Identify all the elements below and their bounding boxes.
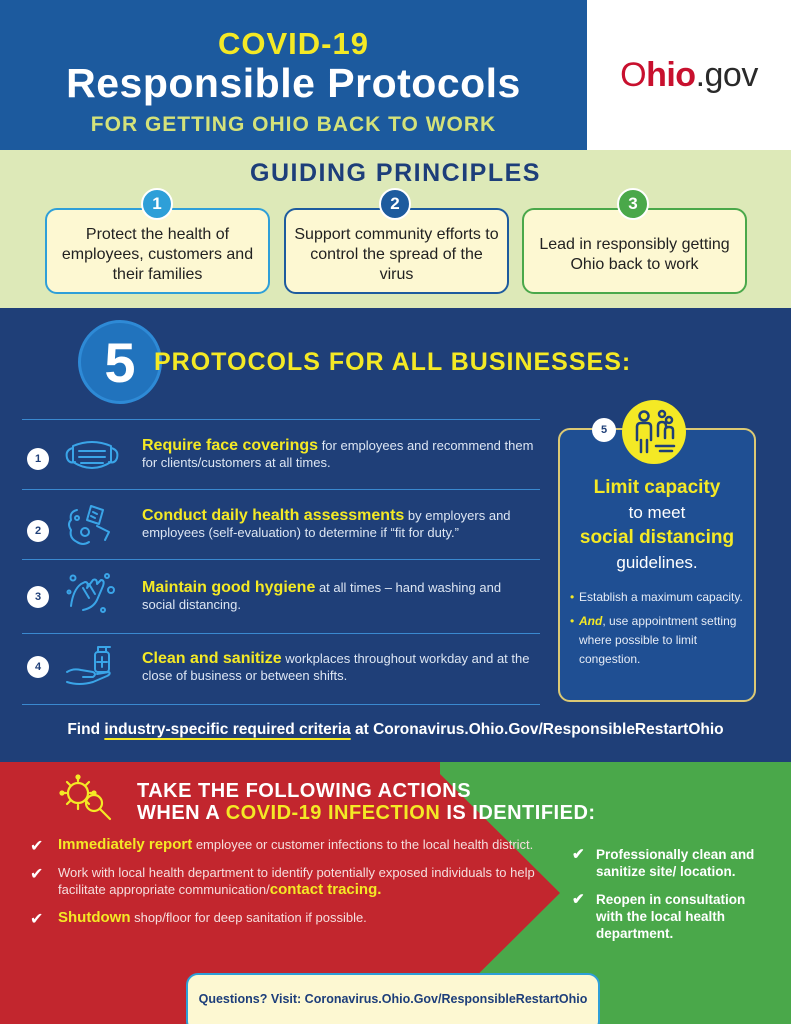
protocol-number: 1 <box>27 448 49 470</box>
actions-title-a: WHEN A <box>137 802 226 824</box>
capacity-highlight-1: Limit capacity <box>593 477 721 498</box>
brand-hio: hio <box>646 55 696 94</box>
protocols-section <box>0 308 791 762</box>
big-number-badge: 5 <box>78 320 162 404</box>
red-action-item-1 <box>30 836 550 853</box>
protocol-row-2 <box>22 489 540 561</box>
protocol-text <box>142 579 537 613</box>
principle-text: Support community efforts to control the spread of the virus <box>294 226 499 283</box>
principle-card-1 <box>45 208 270 294</box>
face-mask-icon <box>63 432 121 478</box>
protocol-rest: workplaces throughout workday and at the close of business or between shifts. <box>142 651 530 683</box>
green-action-item-2: ✔ Reopen in consultation with the local health department. <box>572 891 767 942</box>
social-distancing-icon <box>622 400 686 464</box>
header-title: Responsible Protocols <box>66 60 521 106</box>
red-action-list <box>30 836 550 937</box>
capacity-bullets <box>570 588 750 674</box>
protocol-number: 3 <box>27 586 49 608</box>
principle-text: Protect the health of employees, customers and their families <box>61 226 254 283</box>
ohio-gov-logo[interactable] <box>587 0 791 150</box>
protocol-highlight: Clean and sanitize <box>142 650 282 667</box>
green-action-item-1: ✔ Professionally clean and sanitize site/ location. <box>572 846 767 880</box>
action-highlight: Immediately report <box>58 836 193 853</box>
guiding-title: GUIDING PRINCIPLES <box>250 159 541 187</box>
virus-magnifier-icon <box>58 773 114 823</box>
protocol-number: 2 <box>27 520 49 542</box>
principle-text: Lead in responsibly getting Ohio back to work <box>539 236 730 273</box>
protocol-row-1 <box>22 419 540 491</box>
find-criteria-line <box>0 721 791 739</box>
protocol-text <box>142 507 537 541</box>
actions-title-infection: COVID-19 INFECTION <box>225 802 441 824</box>
capacity-number: 5 <box>592 418 616 442</box>
brand-gov: .gov <box>695 55 758 94</box>
health-check-icon <box>63 502 121 548</box>
capacity-title <box>560 475 754 575</box>
protocol-highlight: Maintain good hygiene <box>142 579 316 596</box>
header-subtitle: FOR GETTING OHIO BACK TO WORK <box>90 113 497 136</box>
red-action-item-2 <box>30 864 550 898</box>
capacity-mid: to meet <box>628 503 686 522</box>
capacity-bullet-2 <box>570 612 750 669</box>
green-action-list <box>572 846 767 953</box>
protocol-row-3 <box>22 559 540 631</box>
actions-title-line1: TAKE THE FOLLOWING ACTIONS <box>137 780 472 802</box>
protocol-rest: by employers and employees (self-evaluation) to determine if “fit for duty.” <box>142 508 511 540</box>
protocol-row-4 <box>22 633 540 705</box>
header-banner <box>0 0 791 150</box>
protocol-number: 4 <box>27 656 49 678</box>
actions-title-c: IS IDENTIFIED: <box>440 802 596 824</box>
protocol-rest: at all times – hand washing and social distancing. <box>142 580 502 612</box>
capacity-bullet-rest: , use appointment setting where possible to limit congestion. <box>579 614 737 666</box>
principle-number-3: 3 <box>617 188 649 220</box>
brand-o: O <box>620 55 647 94</box>
principle-number-1: 1 <box>141 188 173 220</box>
find-suffix: at Coronavirus.Ohio.Gov/ResponsibleRestartOhio <box>350 721 724 738</box>
protocol-highlight: Conduct daily health assessments <box>142 507 405 524</box>
questions-link[interactable]: Questions? Visit: Coronavirus.Ohio.Gov/ResponsibleRestartOhio <box>198 992 588 1006</box>
action-post: shop/floor for deep sanitation if possible. <box>130 910 367 925</box>
action-highlight: contact tracing. <box>269 881 382 898</box>
protocol-text <box>142 650 537 684</box>
action-pre: Work with local health department to identify potentially exposed individuals to help facilitate appropriate communication/ <box>58 865 535 897</box>
questions-box[interactable] <box>186 973 600 1024</box>
find-prefix: Find <box>67 721 105 738</box>
protocol-highlight: Require face coverings <box>142 437 319 454</box>
industry-criteria-link[interactable]: industry-specific required criteria <box>104 721 351 738</box>
capacity-bullet-1: • Establish a maximum capacity. <box>570 588 750 607</box>
protocol-text <box>142 437 537 471</box>
sanitize-icon <box>63 642 121 688</box>
principle-card-2 <box>284 208 509 294</box>
capacity-box <box>558 424 756 702</box>
capacity-bullet-emph: And <box>579 614 603 628</box>
actions-title <box>137 780 596 824</box>
principle-number-2: 2 <box>379 188 411 220</box>
header-line-covid: COVID-19 <box>218 26 369 61</box>
capacity-highlight-2: social distancing <box>579 527 735 548</box>
guiding-principles-section <box>0 150 791 308</box>
brand-text <box>620 56 758 95</box>
action-highlight: Shutdown <box>58 909 131 926</box>
protocol-rest: for employees and recommend them for clients/customers at all times. <box>142 438 534 470</box>
protocols-title: PROTOCOLS FOR ALL BUSINESSES: <box>154 348 632 376</box>
red-action-item-3 <box>30 909 550 926</box>
hand-washing-icon <box>63 570 121 616</box>
actions-title-line2 <box>137 802 596 824</box>
principle-card-3 <box>522 208 747 294</box>
protocol-divider <box>22 704 540 705</box>
capacity-end: guidelines. <box>616 553 698 572</box>
action-post: employee or customer infections to the local health district. <box>192 837 534 852</box>
